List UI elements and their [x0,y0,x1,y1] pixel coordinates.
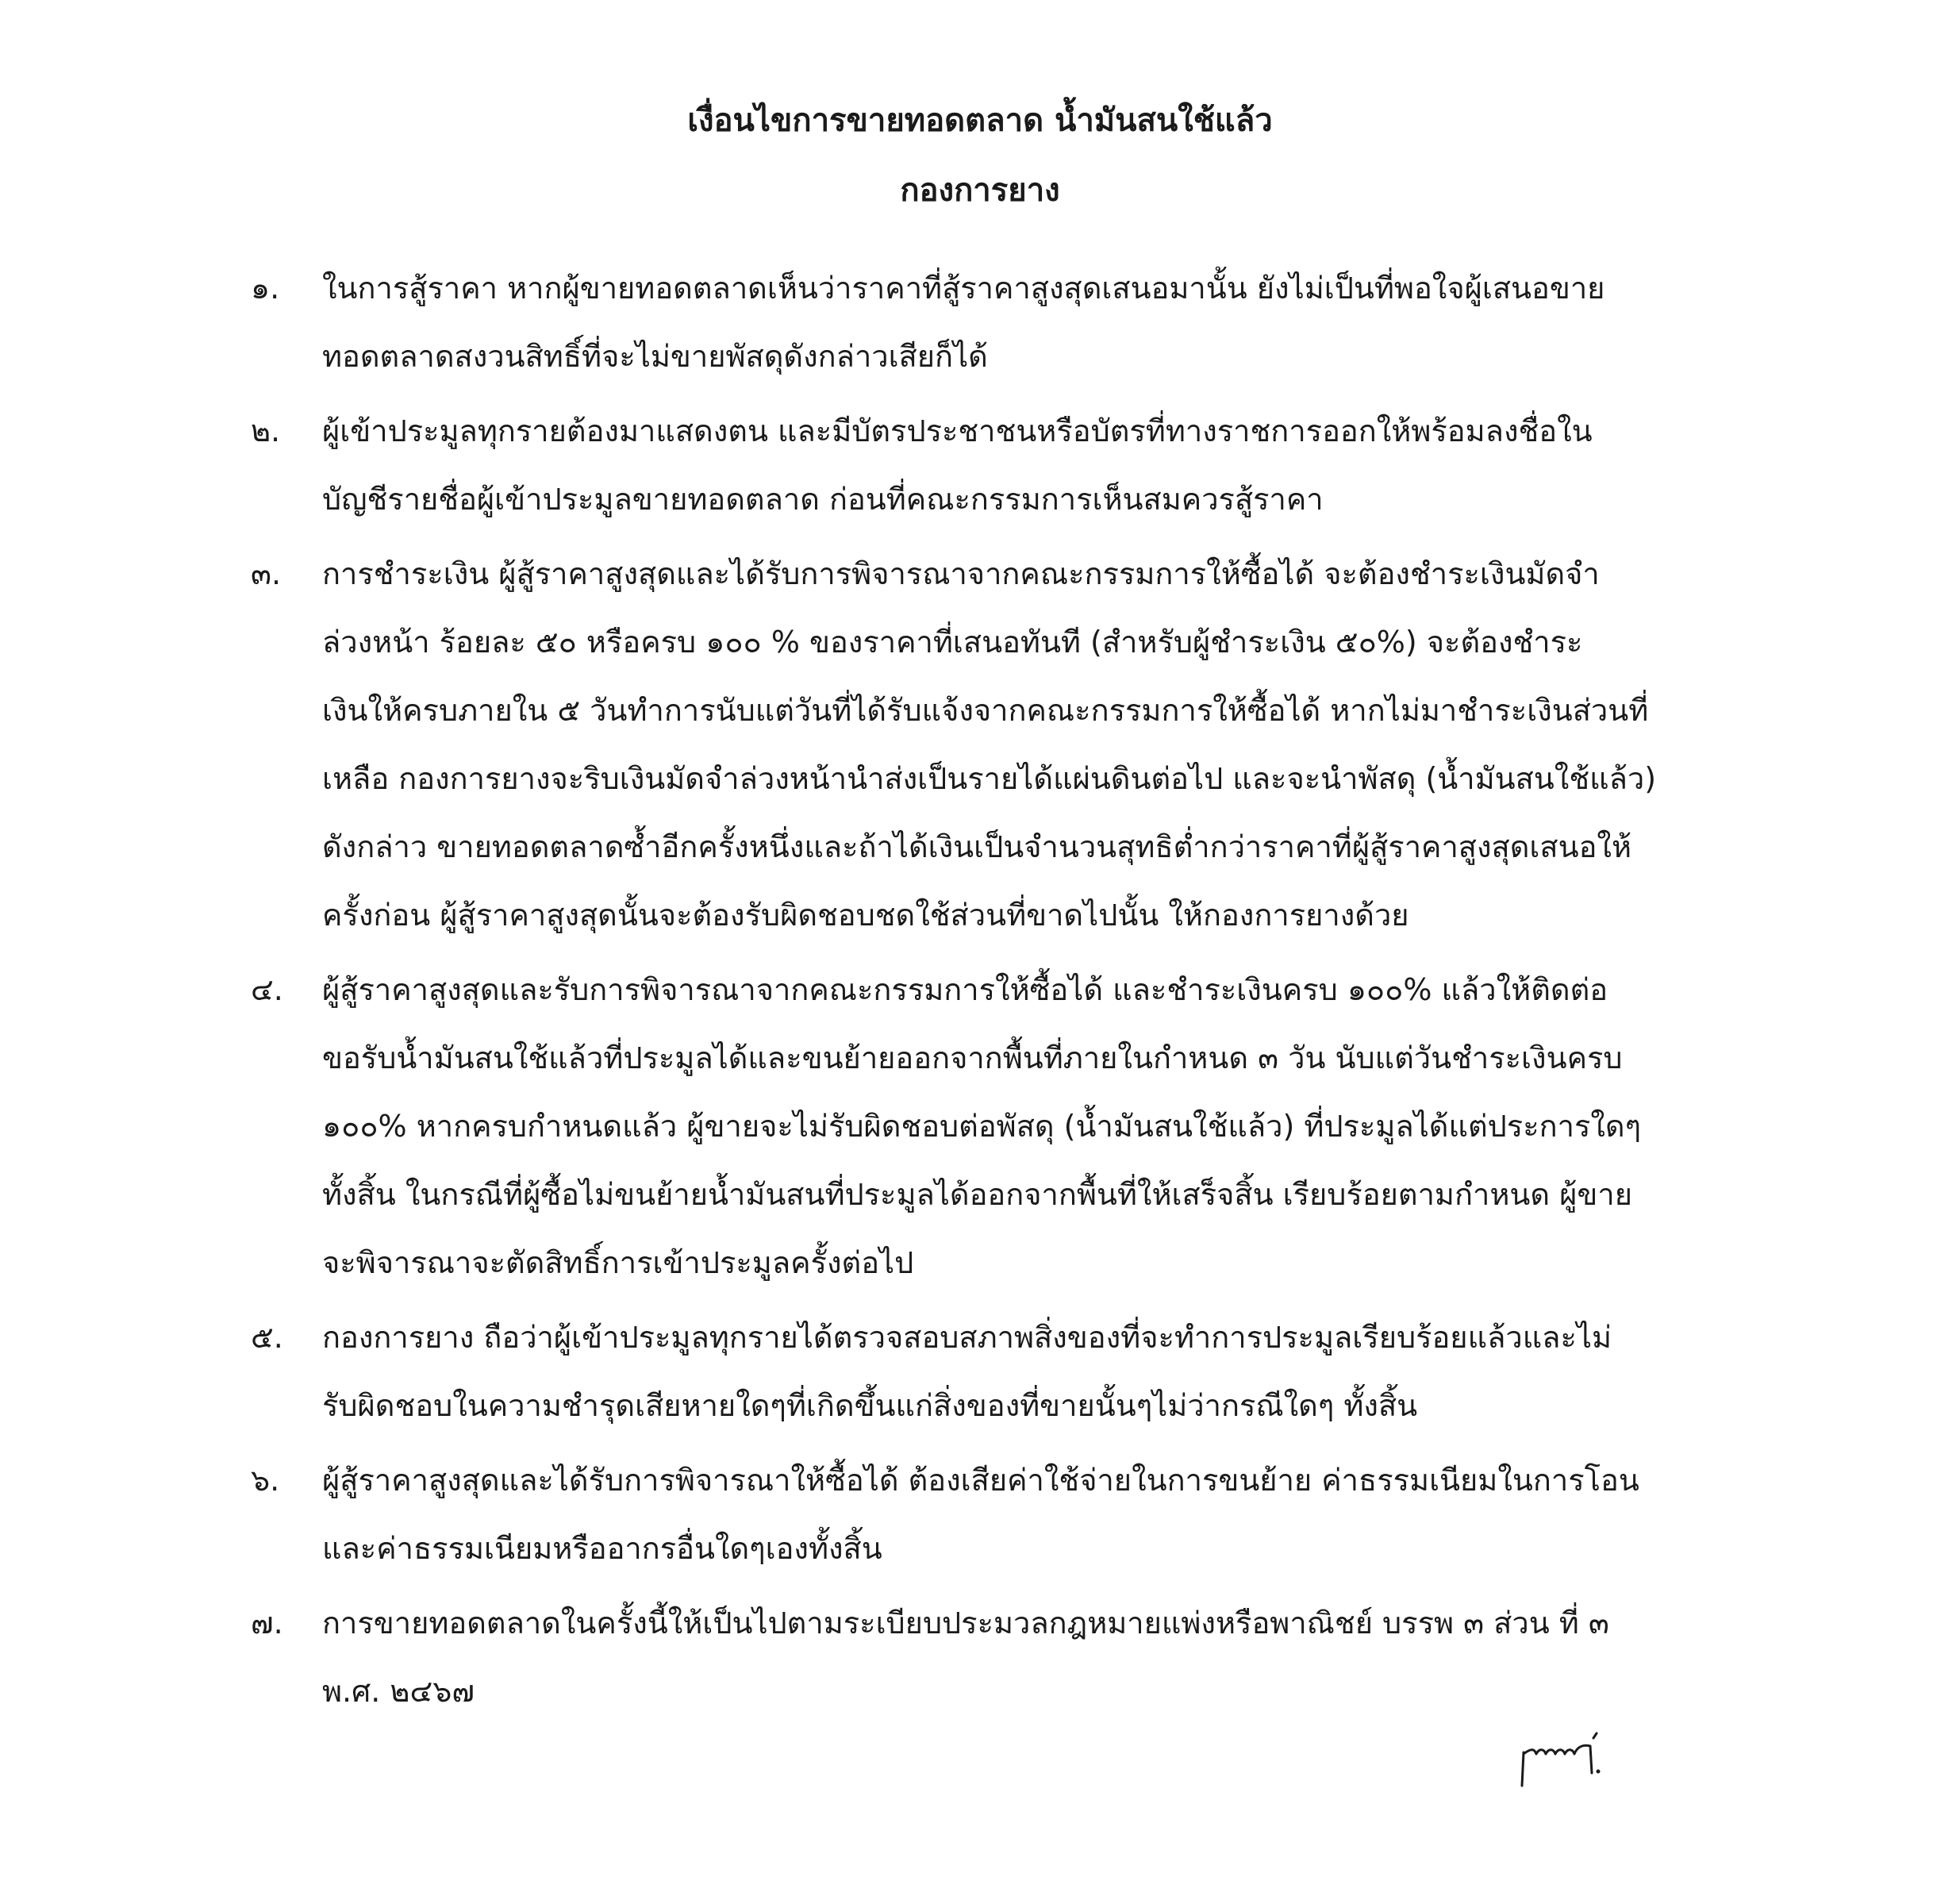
item-line: จะพิจารณาจะตัดสิทธิ์การเข้าประมูลครั้งต่อไป [322,1245,914,1280]
item-line: เหลือ กองการยางจะริบเงินมัดจำล่วงหน้านำส่งเป็นรายได้แผ่นดินต่อไป และจะนำพัสดุ (น้ำมันสนใช้แล้ว) [322,761,1657,796]
item-number: ๓. [251,556,282,591]
item-line: เงินให้ครบภายใน ๕ วันทำการนับแต่วันที่ได้รับแจ้งจากคณะกรรมการให้ซื้อได้ หากไม่มาชำระเงินส่วนที่ [322,693,1649,728]
item-line: ผู้เข้าประมูลทุกรายต้องมาแสดงตน และมีบัตรประชาชนหรือบัตรที่ทางราชการออกให้พร้อมลงชื่อใน [322,413,1593,448]
item-number: ๖. [251,1463,280,1498]
item-line: ผู้สู้ราคาสูงสุดและรับการพิจารณาจากคณะกรรมการให้ซื้อได้ และชำระเงินครบ ๑๐๐% แล้วให้ติดต่อ [322,972,1608,1007]
item-line: ดังกล่าว ขายทอดตลาดซ้ำอีกครั้งหนึ่งและถ้าได้เงินเป็นจำนวนสุทธิต่ำกว่าราคาที่ผู้สู้ราคาสูงสุดเสนอให้ [322,829,1631,864]
list-item [251,540,1711,949]
list-item [251,1589,1711,1725]
item-number: ๒. [251,413,281,448]
item-line: และค่าธรรมเนียมหรืออากรอื่นใดๆเองทั้งสิ้น [322,1531,882,1566]
item-line: กองการยาง ถือว่าผู้เข้าประมูลทุกรายได้ตรวจสอบสภาพสิ่งของที่จะทำการประมูลเรียบร้อยแล้วและไม่ [322,1320,1612,1355]
list-item [251,956,1711,1297]
item-line: ทอดตลาดสงวนสิทธิ์ที่จะไม่ขายพัสดุดังกล่าวเสียก็ได้ [322,339,988,374]
item-line: รับผิดชอบในความชำรุดเสียหายใดๆที่เกิดขึ้นแก่สิ่งของที่ขายนั้นๆไม่ว่ากรณีใดๆ ทั้งสิ้น [322,1388,1418,1423]
conditions-list [251,254,1711,1732]
list-item [251,254,1711,390]
item-line: ในการสู้ราคา หากผู้ขายทอดตลาดเห็นว่าราคาที่สู้ราคาสูงสุดเสนอมานั้น ยังไม่เป็นที่พอใจผู้เสนอขาย [322,271,1605,306]
list-item [251,1446,1711,1583]
list-item [251,397,1711,533]
item-number: ๔. [251,972,283,1007]
document-subtitle: กองการยาง [900,172,1060,209]
list-item [251,1303,1711,1440]
item-line: ผู้สู้ราคาสูงสุดและได้รับการพิจารณาให้ซื้อได้ ต้องเสียค่าใช้จ่ายในการขนย้าย ค่าธรรมเนียมในการโอน [322,1463,1639,1498]
item-number: ๕. [251,1320,283,1355]
item-line: ล่วงหน้า ร้อยละ ๕๐ หรือครบ ๑๐๐ % ของราคาที่เสนอทันที (สำหรับผู้ชำระเงิน ๕๐%) จะต้องชำระ [322,625,1583,660]
item-number: ๑. [251,271,280,306]
document-title: เงื่อนไขการขายทอดตลาด น้ำมันสนใช้แล้ว [687,102,1273,139]
item-line: ขอรับน้ำมันสนใช้แล้วที่ประมูลได้และขนย้ายออกจากพื้นที่ภายในกำหนด ๓ วัน นับแต่วันชำระเงินครบ [322,1040,1623,1075]
item-line: บัญชีรายชื่อผู้เข้าประมูลขายทอดตลาด ก่อนที่คณะกรรมการเห็นสมควรสู้ราคา [322,482,1324,517]
item-line: ครั้งก่อน ผู้สู้ราคาสูงสุดนั้นจะต้องรับผิดชอบชดใช้ส่วนที่ขาดไปนั้น ให้กองการยางด้วย [322,898,1409,933]
signature-icon [1514,1730,1609,1794]
item-line: การขายทอดตลาดในครั้งนี้ให้เป็นไปตามระเบียบประมวลกฎหมายแพ่งหรือพาณิชย์ บรรพ ๓ ส่วน ที่ ๓ [322,1606,1609,1640]
item-line: พ.ศ. ๒๔๖๗ [322,1674,475,1709]
item-line: การชำระเงิน ผู้สู้ราคาสูงสุดและได้รับการพิจารณาจากคณะกรรมการให้ซื้อได้ จะต้องชำระเงินมัดจำ [322,556,1600,591]
item-line: ๑๐๐% หากครบกำหนดแล้ว ผู้ขายจะไม่รับผิดชอบต่อพัสดุ (น้ำมันสนใช้แล้ว) ที่ประมูลได้แต่ประการใดๆ [322,1109,1641,1144]
item-number: ๗. [251,1606,283,1640]
item-line: ทั้งสิ้น ในกรณีที่ผู้ซื้อไม่ขนย้ายน้ำมันสนที่ประมูลได้ออกจากพื้นที่ให้เสร็จสิ้น เรียบร้อยตามกำหนด ผู้ขาย [322,1177,1632,1212]
